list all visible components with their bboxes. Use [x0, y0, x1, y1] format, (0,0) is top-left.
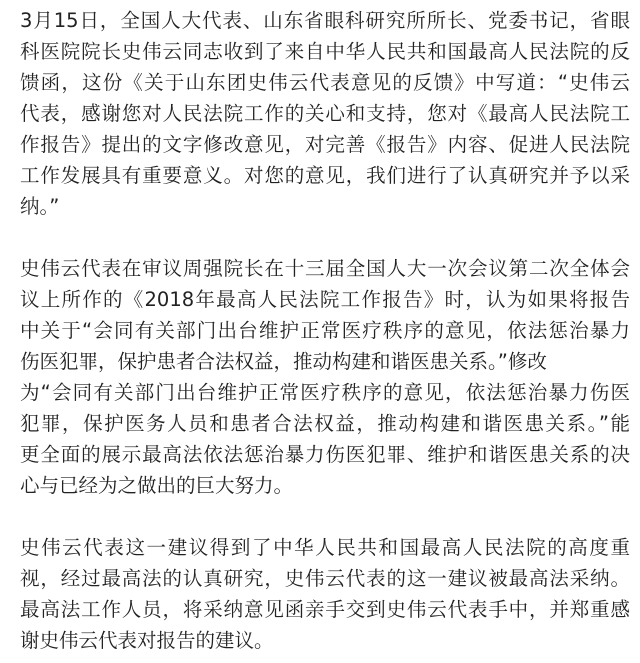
text-line: 纳。”	[20, 195, 60, 218]
text-line: 工作发展具有重要意义。对您的意见，我们进行了认真研究并予以采	[20, 164, 630, 187]
paragraph-adoption	[20, 532, 630, 656]
text-line: 视，经过最高法的认真研究，史伟云代表的这一建议被最高法采纳。	[20, 567, 630, 590]
text-line: 犯罪，保护医务人员和患者合法权益，推动构建和谐医患关系。”能	[20, 412, 630, 435]
text-line: 3月15日，全国人大代表、山东省眼科研究所所长、党委书记，省眼	[20, 9, 630, 32]
text-line: 最高法工作人员，将采纳意见函亲手交到史伟云代表手中，并郑重感	[20, 598, 630, 621]
text-line: 作报告》提出的文字修改意见，对完善《报告》内容、促进人民法院	[20, 133, 630, 156]
text-line: 议上所作的《2018年最高人民法院工作报告》时，认为如果将报告	[20, 288, 630, 311]
text-line: 谢史伟云代表对报告的建议。	[20, 629, 274, 652]
text-line: 伤医犯罪，保护患者合法权益，推动构建和谐医患关系。”修改	[20, 350, 547, 373]
text-line: 馈函，这份《关于山东团史伟云代表意见的反馈》中写道：“史伟云	[20, 71, 630, 94]
text-line: 史伟云代表这一建议得到了中华人民共和国最高人民法院的高度重	[20, 536, 630, 559]
text-line: 中关于“会同有关部门出台维护正常医疗秩序的意见，依法惩治暴力	[20, 319, 630, 342]
paragraph-suggestion	[20, 253, 630, 501]
text-line: 代表，感谢您对人民法院工作的关心和支持，您对《最高人民法院工	[20, 102, 630, 125]
paragraph-feedback-received	[20, 5, 630, 222]
text-line: 科医院院长史伟云同志收到了来自中华人民共和国最高人民法院的反	[20, 40, 630, 63]
text-line: 更全面的展示最高法依法惩治暴力伤医犯罪、维护和谐医患关系的决	[20, 443, 630, 466]
text-line: 为“会同有关部门出台维护正常医疗秩序的意见，依法惩治暴力伤医	[20, 381, 630, 404]
text-line: 心与已经为之做出的巨大努力。	[20, 474, 294, 497]
text-line: 史伟云代表在审议周强院长在十三届全国人大一次会议第二次全体会	[20, 257, 630, 280]
